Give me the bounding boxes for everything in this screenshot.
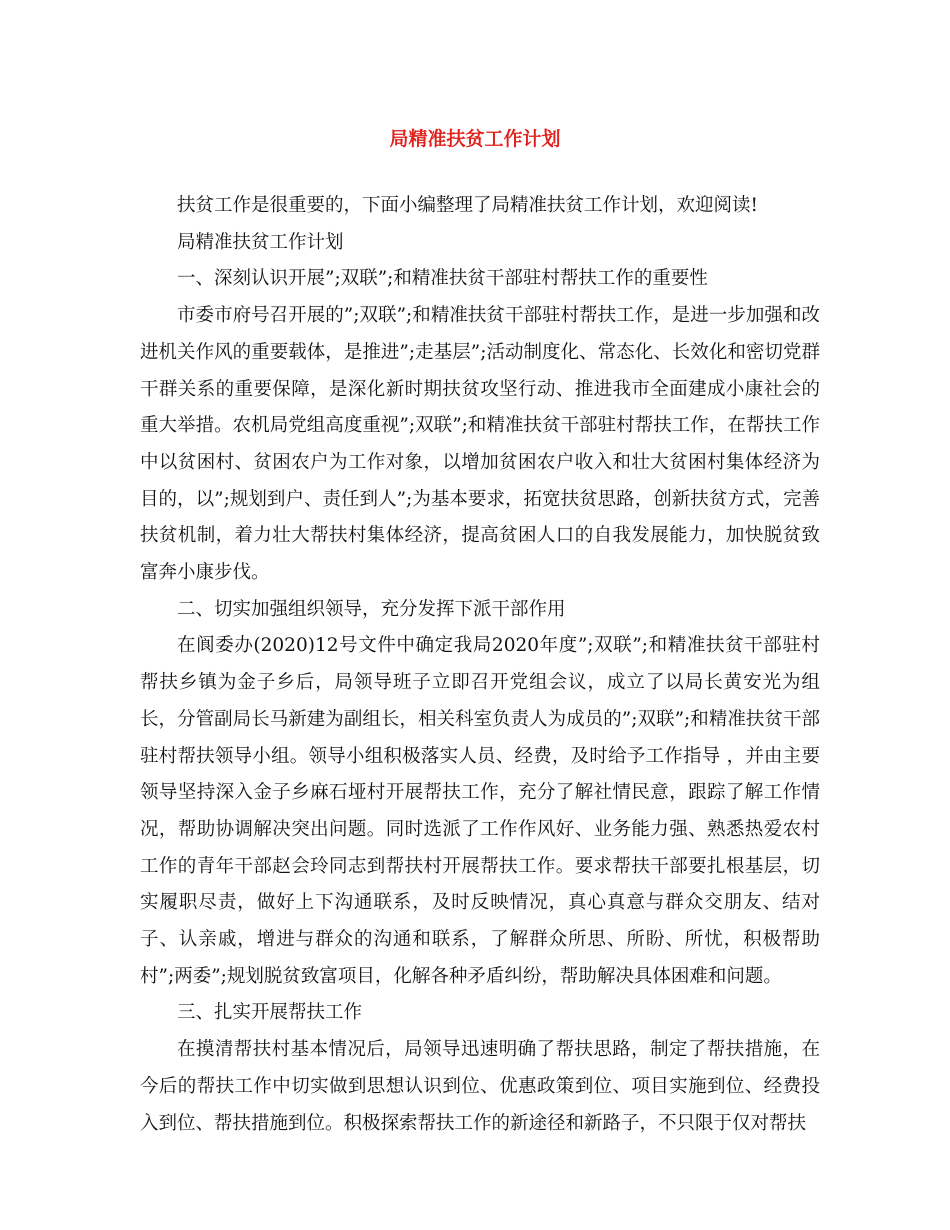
document-title: 局精准扶贫工作计划	[389, 128, 561, 150]
section-heading-3: 三、扎实开展帮扶工作	[177, 1002, 363, 1024]
document-body	[140, 188, 820, 1142]
section-heading-1: 一、深刻认识开展”;双联”;和精准扶贫干部驻村帮扶工作的重要性	[177, 268, 708, 290]
section-1-paragraph: 市委市府号召开展的”;双联”;和精准扶贫干部驻村帮扶工作，是进一步加强和改进机关作风的重要载体，是推进”;走基层”;活动制度化、常态化、长效化和密切党群干群关系的重要保障，是深化新时期扶贫攻坚行动、推进我市全面建成小康社会的重大举措。农机局党组高度重视”;双联”;和精准扶贫干部驻村帮扶工作，在帮扶工作中以贫困村、贫困农户为工作对象，以增加贫困农户收入和壮大贫困村集体经济为目的，以”;规划到户、责任到人”;为基本要求，拓宽扶贫思路，创新扶贫方式，完善扶贫机制，着力壮大帮扶村集体经济，提高贫困人口的自我发展能力，加快脱贫致富奔小康步伐。	[140, 305, 820, 584]
subtitle-paragraph: 局精准扶贫工作计划	[177, 231, 344, 253]
section-3-paragraph: 在摸清帮扶村基本情况后，局领导迅速明确了帮扶思路，制定了帮扶措施，在今后的帮扶工作中切实做到思想认识到位、优惠政策到位、项目实施到位、经费投入到位、帮扶措施到位。积极探索帮扶工作的新途径和新路子，不只限于仅对帮扶	[140, 1039, 820, 1134]
section-2-paragraph: 在阆委办(2020)12号文件中确定我局2020年度”;双联”;和精准扶贫干部驻村帮扶乡镇为金子乡后，局领导班子立即召开党组会议，成立了以局长黄安光为组长，分管副局长马新建为副组长，相关科室负责人为成员的”;双联”;和精准扶贫干部驻村帮扶领导小组。领导小组积极落实人员、经费，及时给予工作指导 ，并由主要领导坚持深入金子乡麻石垭村开展帮扶工作，充分了解社情民意，跟踪了解工作情况，帮助协调解决突出问题。同时选派了工作作风好、业务能力强、熟悉热爱农村工作的青年干部赵会玲同志到帮扶村开展帮扶工作。要求帮扶干部要扎根基层，切实履职尽责，做好上下沟通联系，及时反映情况，真心真意与群众交朋友、结对子、认亲戚，增进与群众的沟通和联系，了解群众所思、所盼、所忧，积极帮助村”;两委”;规划脱贫致富项目，化解各种矛盾纠纷，帮助解决具体困难和问题。	[140, 635, 820, 987]
intro-paragraph: 扶贫工作是很重要的，下面小编整理了局精准扶贫工作计划，欢迎阅读!	[177, 195, 758, 216]
section-heading-2: 二、切实加强组织领导，充分发挥下派干部作用	[177, 598, 566, 620]
